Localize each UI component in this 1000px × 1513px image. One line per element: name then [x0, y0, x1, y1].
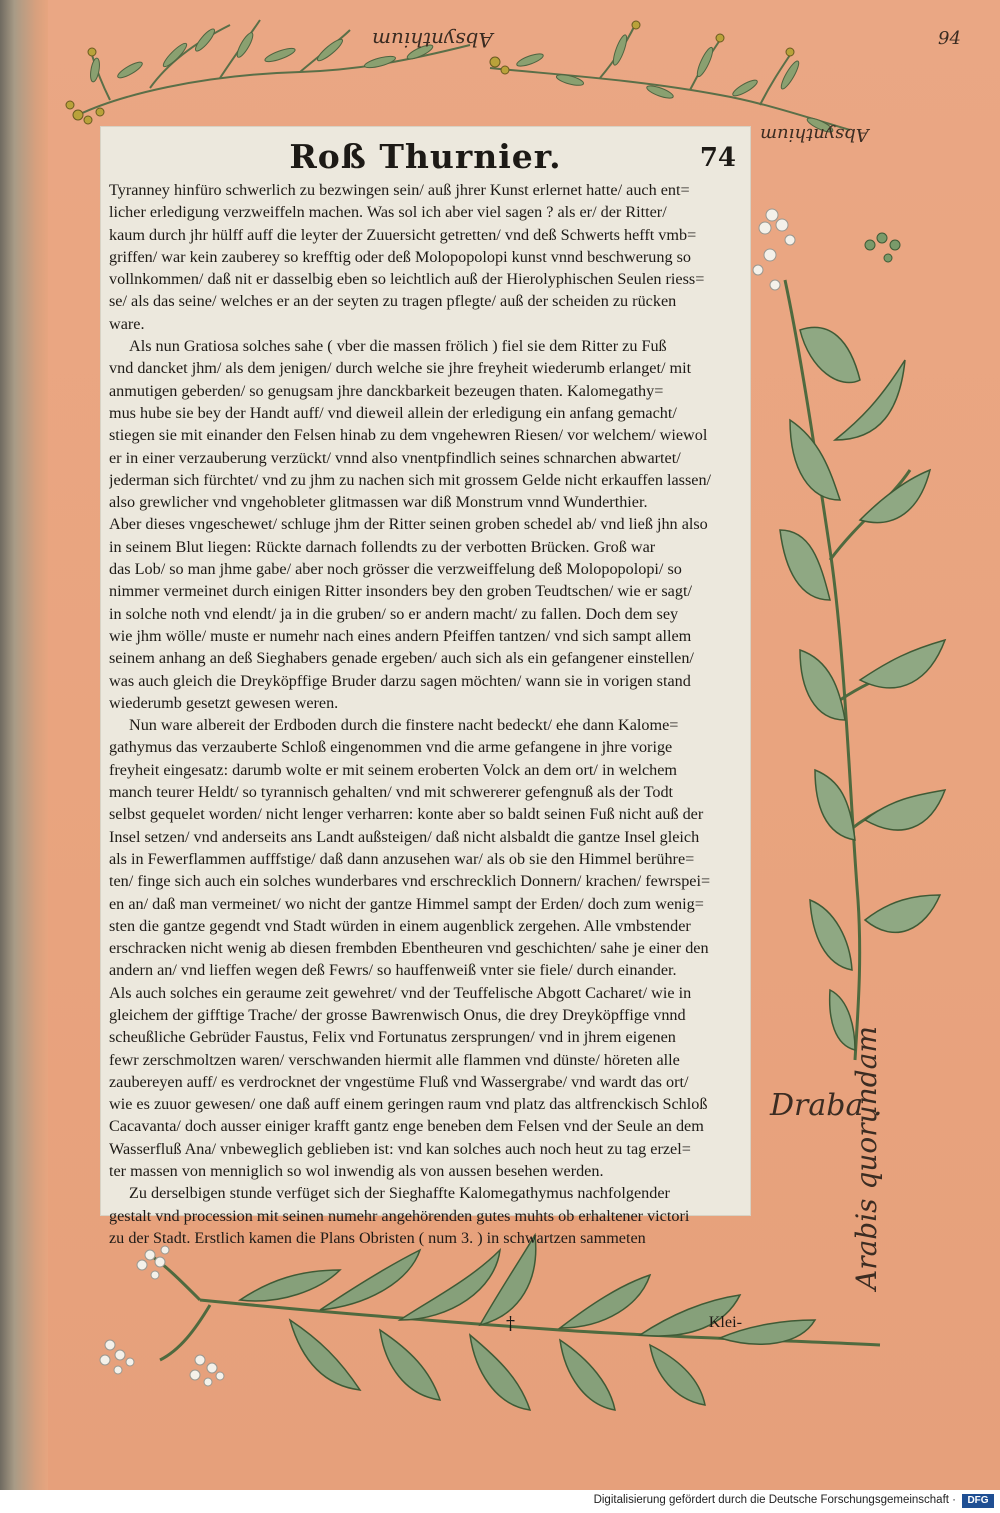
text-line: Nun ware albereit der Erdboden durch die finstere nacht bedeckt/ ehe dann Kalome= [129, 716, 679, 735]
text-line: wie es zuuor gewesen/ one daß auff einem geringen raum vnd platz das altfrenckisch Schloß [109, 1095, 708, 1114]
text-line: mus hube sie bey der Handt auff/ vnd dieweil allein der erledigung ein anfang gemacht/ [109, 403, 677, 422]
signature-mark: † [506, 1313, 515, 1334]
text-line: wiederumb gesetzt gewesen weren. [109, 693, 339, 712]
text-line: se/ als das seine/ welches er an der seyten zu tragen pflegte/ auß der scheiden zu rücken [109, 292, 677, 311]
text-line: en an/ daß man vermeinet/ wo nicht der gantze Himmel sampt der Erden/ doch zum wenig= [109, 894, 704, 913]
text-line: ware. [109, 314, 145, 333]
footer-credit: Digitalisierung gefördert durch die Deutsche Forschungsgemeinschaft · [593, 1494, 956, 1506]
text-line: stiegen sie mit einander den Felsen hinab zu dem vngehewren Riesen/ vor welchem/ wiewol [109, 426, 708, 445]
text-line: gestalt vnd procession mit seinen numehr angehörenden gutes muhts ob erhaltener victori [109, 1206, 690, 1225]
text-line: was auch gleich die Dreyköpffige Bruder darzu sagen möchten/ wann sie in vorigen stand [109, 671, 691, 690]
text-line: nimmer vermeinet durch einigen Ritter insonders bey den groben Teudtschen/ wie er sagt/ [109, 582, 692, 601]
text-line: anmutigen geberden/ so genugsam jhre danckbarkeit bezeugen thaten. Kalomegathy= [109, 381, 664, 400]
text-line: in solche noth vnd elendt/ ja in die gruben/ so er andern macht/ zu fallen. Doch dem sey [109, 604, 679, 623]
dfg-logo: DFG [962, 1494, 994, 1508]
plant-draba-leaves [780, 327, 945, 1050]
body-text [109, 179, 745, 1249]
page-number: 74 [699, 143, 736, 173]
text-line: kaum durch jhr hülff auff die leyter der Zuuersicht getretten/ vnd deß Schwerts hefft vmb= [109, 225, 697, 244]
text-line: vnd dancket jhm/ als dem jenigen/ durch welche sie jhre freyheit wiederumb erlanget/ mit [109, 359, 692, 378]
catchword: Klei- [708, 1313, 742, 1331]
text-line: zu der Stadt. Erstlich kamen die Plans Obristen ( num 3. ) in schwartzen sammeten [109, 1228, 646, 1247]
text-line: ten/ finge sich auch ein solches wunderbares vnd erschrecklich Donnern/ krachen/ fewrspei= [109, 872, 711, 891]
heading-title: Roß Thurnier. [289, 137, 562, 176]
text-line: zaubereyen auff/ es verdrocknet der vngestüme Fluß vnd Wassergrabe/ vnd wardt das ort/ [109, 1072, 689, 1091]
text-line: Wasserfluß Ana/ vnbeweglich geblieben ist: vnd kan solches auch noch heut zu tag erzel= [109, 1139, 691, 1158]
annotation-arabis: Arabis quorundam [850, 1026, 883, 1290]
annotation-top-right: Absynthium [760, 124, 869, 145]
text-line: wie jhm wölle/ muste er numehr nach eines andern Pfeiffen tantzen/ vnd sich sampt allem [109, 626, 692, 645]
text-line: fewr zerschmoltzen waren/ verschwanden hiermit alle flammen vnd dünste/ höreten alle [109, 1050, 680, 1069]
text-line: Cacavanta/ doch ausser einiger krafft gantz enge beneben dem Felsen vnd der Seule an dem [109, 1117, 704, 1136]
text-line: ter massen von menniglich so wol inwendig als von aussen besehen werden. [109, 1162, 604, 1181]
text-line: das Lob/ so man jhme gabe/ aber noch grösser die verzweiffelung deß Molopopolopi/ so [109, 560, 682, 579]
plant-draba-flowers [753, 209, 795, 290]
text-line: er in einer verzauberung verzückt/ vnnd also vnentpfindlich seines schnarchen abwartet/ [109, 448, 681, 467]
text-line: gleichem der gifftige Trache/ der grosse Bawrenwisch Onus, die drey Dreyköpffige vnnd [109, 1005, 686, 1024]
text-line: als in Fewerflammen aufffstige/ daß dann anzusehen war/ als ob sie den Himmel berühre= [109, 849, 695, 868]
text-line: andern an/ vnd lieffen wegen deß Fewrs/ so hauffenweiß vnter sie fiele/ durch einander. [109, 961, 677, 980]
text-line: also grewlicher vnd vngehobleter glitmassen war diß Monstrum vnnd Wunderthier. [109, 493, 648, 512]
annotation-top: Absynthium [372, 28, 493, 52]
plant-top-right-buds [490, 21, 794, 74]
text-line: jederman sich fürchtet/ vnd zu jhm zu nachen sich mit grossem Gelde nicht erkauffen lassen/ [109, 470, 712, 489]
footer-bar [0, 1490, 1000, 1513]
text-line: Zu derselbigen stunde verfüget sich der Sieghaffte Kalomegathymus nachfolgender [129, 1184, 670, 1203]
text-line: vollnkommen/ daß nit er dasselbig eben so leichtlich auß der Hierolyphischen Seulen riess= [109, 270, 705, 289]
text-line: licher erledigung verzweiffeln machen. Was sol ich aber viel sagen ? als er/ der Ritter/ [109, 203, 667, 222]
plant-top-right [490, 25, 850, 130]
text-line: selbst gequelet worden/ nicht lenger verharren: konte aber so baldt seinen Fuß nicht auß der [109, 805, 704, 824]
text-line: manch teurer Heldt/ so tyrannisch gehalten/ vnd mit schwererer gefengnuß als der Todt [109, 783, 674, 802]
text-line: freyheit eingesatz: darumb wolte er mit seinem eroberten Volck an dem ort/ in welchem [109, 760, 678, 779]
text-line: Als auch solches ein geraume zeit gewehret/ vnd der Teuffelische Abgott Cacharet/ wie in [109, 983, 692, 1002]
text-line: sten die gantze gegendt vnd Stadt würden in einem augenblick zergehen. Alle vmbstender [109, 916, 691, 935]
text-line: Aber dieses vngeschewet/ schluge jhm der Ritter seinen groben schedel ab/ vnd ließ jhn also [109, 515, 708, 534]
plant-draba-buds [865, 233, 900, 262]
text-line: Als nun Gratiosa solches sahe ( vber die massen frölich ) fiel sie dem Ritter zu Fuß [129, 337, 667, 356]
text-line: Insel setzen/ vnd anderseits ans Landt außsteigen/ daß nicht alsbaldt die gantze Insel gleich [109, 827, 700, 846]
text-line: scheußliche Gebrüder Faustus, Felix vnd Fortunatus zersprungen/ vnd in jhrem eigenen [109, 1028, 676, 1047]
text-line: griffen/ war kein zauberey so krefftig oder deß Molopopolopi kunst vnnd beschwerung so [109, 247, 692, 266]
plant-arabis-flowers [100, 1246, 224, 1386]
folio-number: 94 [938, 28, 961, 49]
plant-top-right-leaves [515, 34, 834, 135]
text-line: gathymus das verzauberte Schloß eingenommen vnd die arme gefangene in jhre vorige [109, 738, 673, 757]
printed-text-block [101, 127, 750, 1334]
text-line: seinem anhang an deß Sieghabers genade ergeben/ auch sich als ein gefangener einstellen/ [109, 649, 694, 668]
text-line: Tyranney hinfüro schwerlich zu bezwingen sein/ auß jhrer Kunst erlernet hatte/ auch ent= [109, 181, 690, 199]
text-line: in seinem Blut liegen: Rückte darnach follendts zu der verbotten Brücken. Groß war [109, 537, 656, 556]
annotation-draba: Draba . [770, 1088, 883, 1123]
text-line: erschracken nicht wenig ab diesen frembden Ebentheuren vnd geschichten/ sahe je einer den [109, 939, 709, 958]
